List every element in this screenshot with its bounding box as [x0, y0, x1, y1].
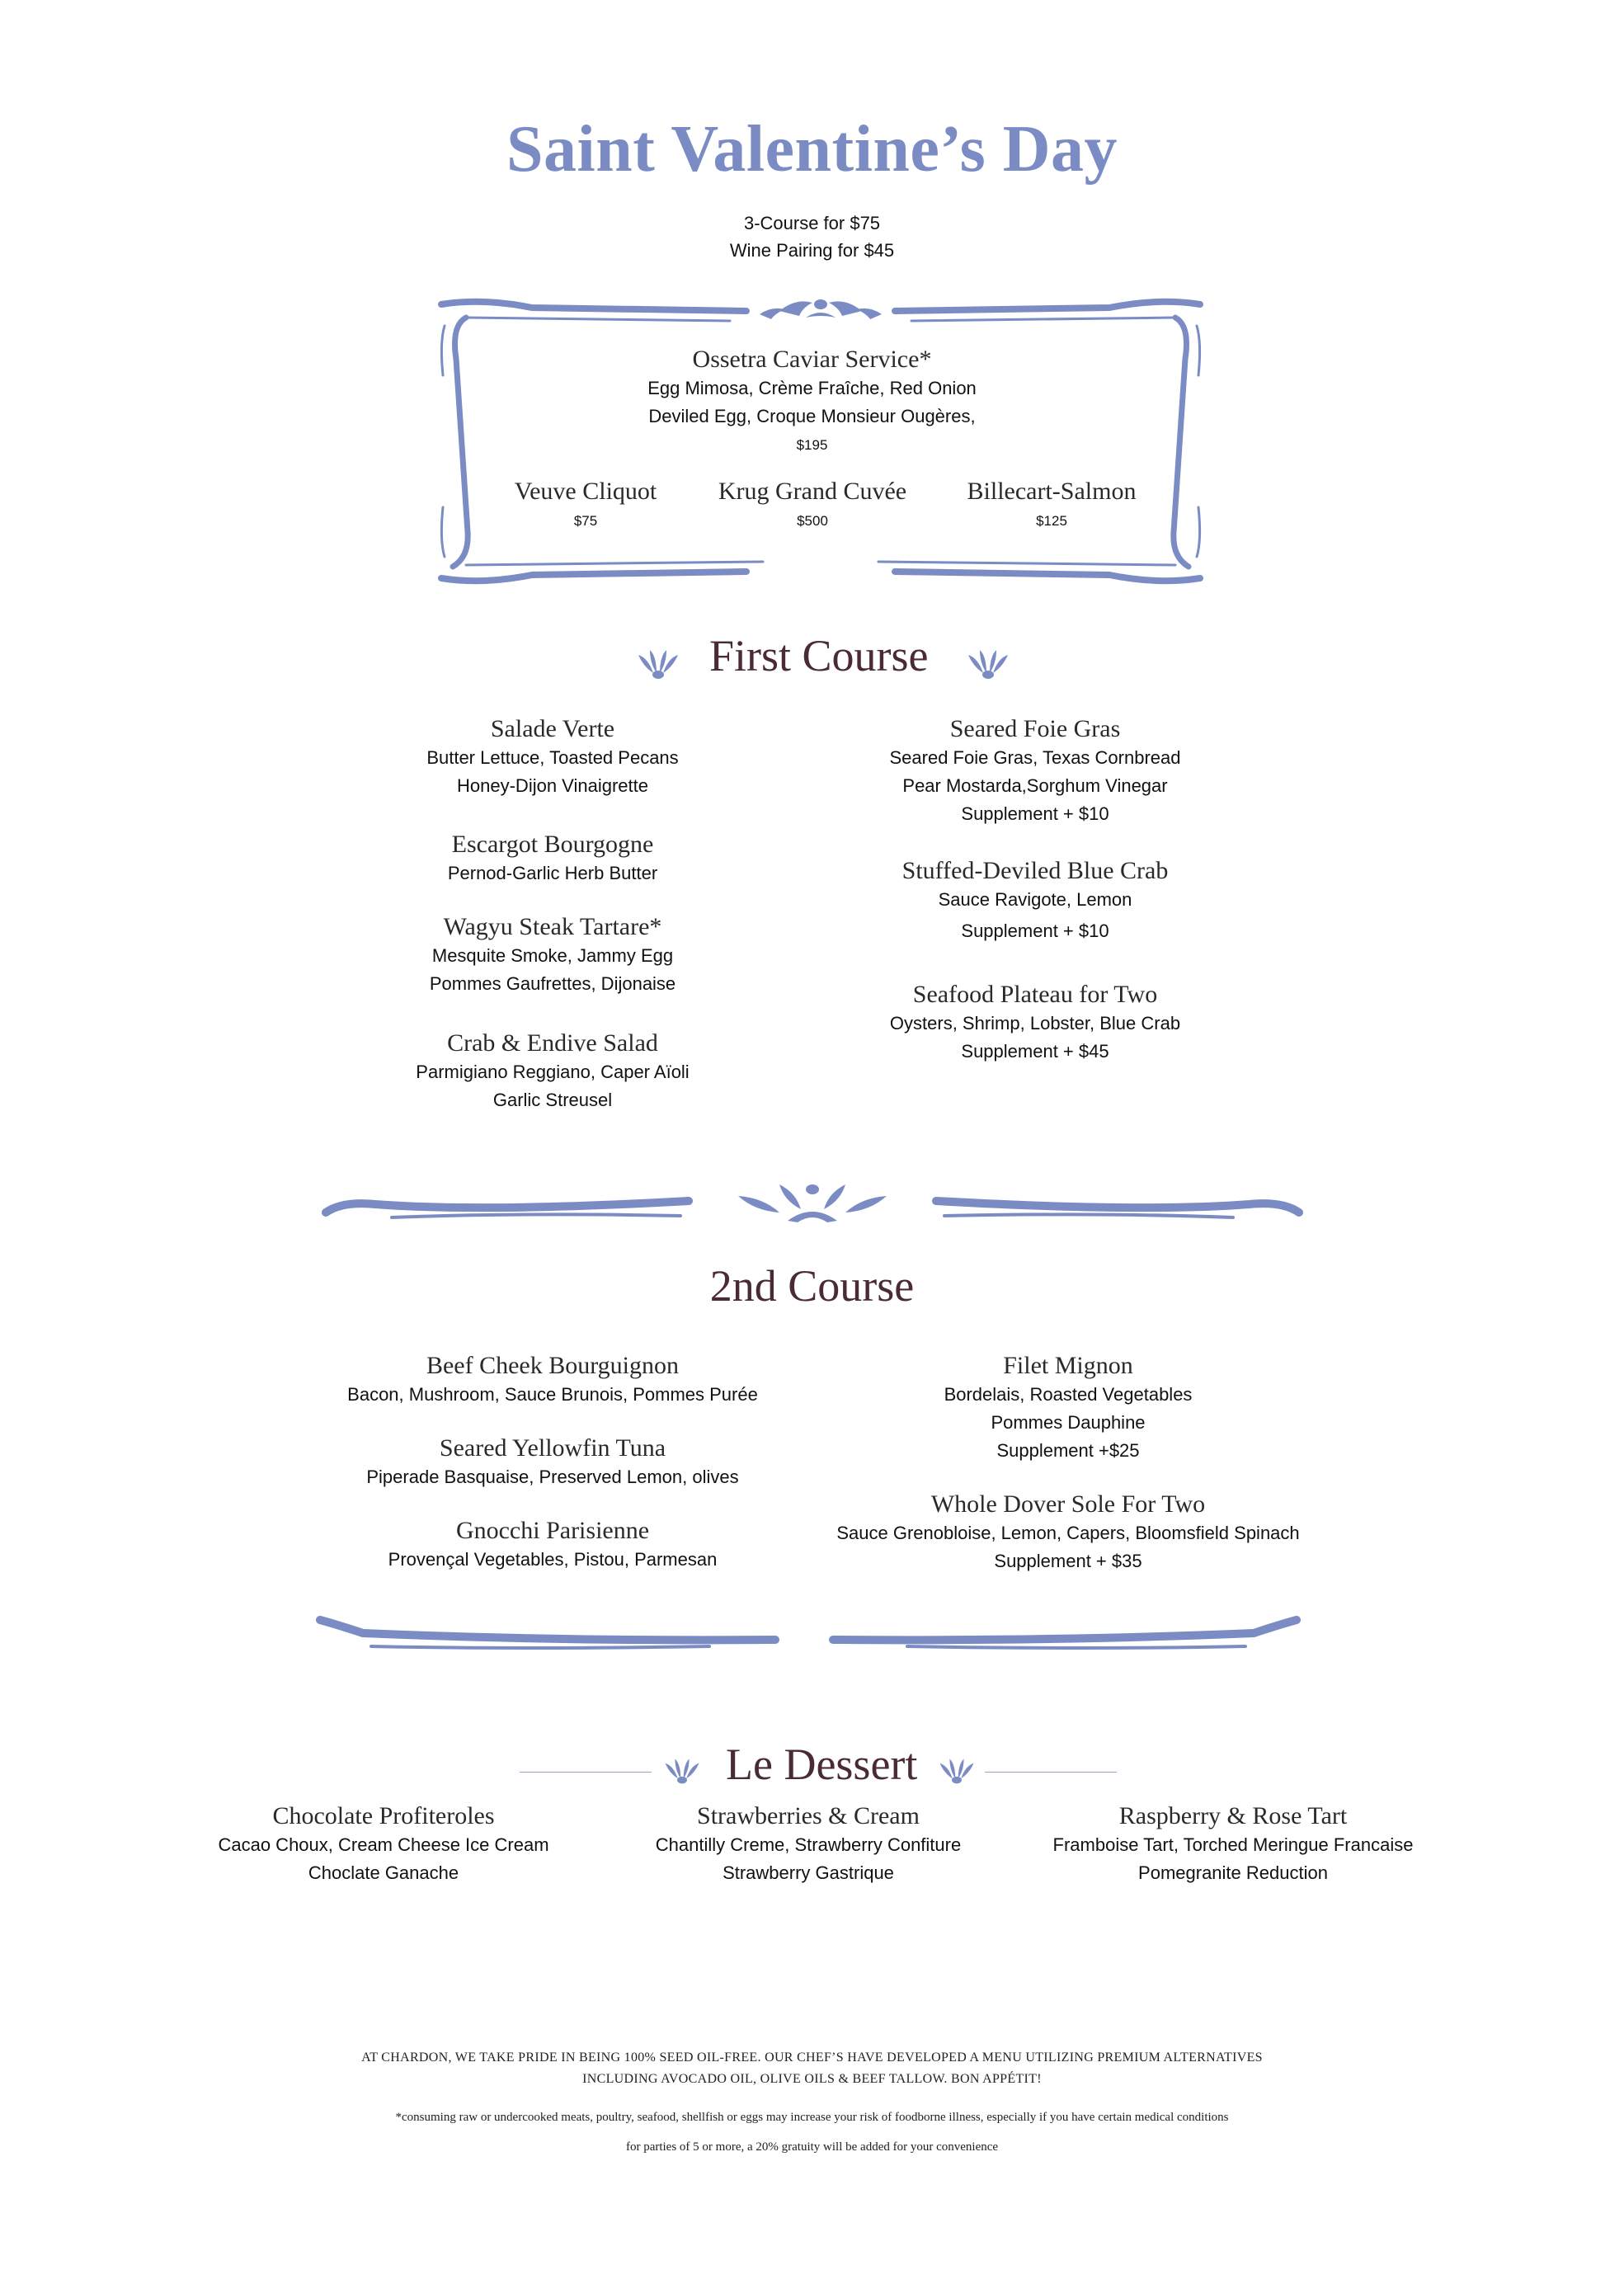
dish-desc: Honey-Dijon Vinaigrette — [457, 775, 648, 796]
dish-name: Escargot Bourgogne — [451, 831, 654, 858]
dish-desc: Pommes Gaufrettes, Dijonaise — [429, 973, 676, 994]
gratuity-note: for parties of 5 or more, a 20% gratuity will be added for your convenience — [625, 2140, 999, 2154]
champagne-price: $75 — [573, 513, 598, 529]
dish-desc: Pear Mostarda,Sorghum Vinegar — [902, 775, 1168, 796]
dish-desc: Seared Foie Gras, Texas Cornbread — [889, 747, 1181, 768]
champagne-name: Krug Grand Cuvée — [718, 478, 907, 505]
dessert-name: Strawberries & Cream — [697, 1802, 920, 1829]
raw-food-warning: *consuming raw or undercooked meats, poultry, seafood, shellfish or eggs may increase your risk of foodborne illness, especially if you have certain medical conditions — [395, 2111, 1229, 2124]
fleur-ornament-icon — [662, 1757, 702, 1785]
flourish-divider-icon — [313, 1608, 1303, 1658]
caviar-service-name: Ossetra Caviar Service* — [692, 346, 932, 373]
dish-name: Seared Foie Gras — [949, 715, 1121, 742]
seed-oil-statement: AT CHARDON, WE TAKE PRIDE IN BEING 100% SEED OIL-FREE. OUR CHEF’S HAVE DEVELOPED A MENU UTILIZING PREMIUM ALTERNATIVES — [361, 2051, 1263, 2065]
dish-desc: Sauce Grenobloise, Lemon, Capers, Bloomsfield Spinach — [836, 1523, 1300, 1543]
dish-supplement: Supplement + $45 — [961, 1041, 1109, 1062]
champagne-name: Veuve Cliquot — [514, 478, 657, 505]
dish-supplement: Supplement + $10 — [961, 920, 1109, 941]
course-price: 3-Course for $75 — [743, 213, 881, 233]
dish-desc: Garlic Streusel — [492, 1090, 613, 1110]
dish-desc: Oysters, Shrimp, Lobster, Blue Crab — [889, 1013, 1181, 1033]
champagne-name: Billecart-Salmon — [967, 478, 1137, 505]
dish-supplement: Supplement + $10 — [961, 803, 1109, 824]
dish-name: Seafood Plateau for Two — [912, 981, 1158, 1008]
fleur-ornament-icon — [965, 648, 1011, 680]
dish-supplement: Supplement + $35 — [994, 1551, 1142, 1571]
dish-name: Stuffed-Deviled Blue Crab — [901, 857, 1169, 884]
champagne-price: $125 — [1036, 513, 1067, 529]
dish-desc: Pommes Dauphine — [991, 1412, 1146, 1433]
dish-desc: Bacon, Mushroom, Sauce Brunois, Pommes Purée — [347, 1384, 758, 1405]
fleur-ornament-icon — [937, 1757, 977, 1785]
dessert-desc: Framboise Tart, Torched Meringue Francaise — [1052, 1834, 1414, 1855]
caviar-service-desc: Deviled Egg, Croque Monsieur Ougères, — [648, 406, 976, 426]
first-course-title: First Course — [709, 631, 929, 680]
wine-pairing-price: Wine Pairing for $45 — [729, 240, 895, 261]
dessert-desc: Strawberry Gastrique — [723, 1862, 894, 1883]
dish-name: Salade Verte — [490, 715, 615, 742]
dessert-desc: Cacao Choux, Cream Cheese Ice Cream — [218, 1834, 549, 1855]
second-course-title: 2nd Course — [709, 1261, 915, 1311]
dish-name: Whole Dover Sole For Two — [930, 1490, 1206, 1518]
flourish-divider-icon — [318, 1179, 1307, 1236]
dish-desc: Parmigiano Reggiano, Caper Aïoli — [416, 1062, 690, 1082]
dessert-title: Le Dessert — [726, 1740, 918, 1789]
menu-title: Saint Valentine’s Day — [506, 113, 1118, 186]
divider-line — [520, 1772, 652, 1773]
dish-name: Beef Cheek Bourguignon — [426, 1352, 680, 1379]
seed-oil-statement: INCLUDING AVOCADO OIL, OLIVE OILS & BEEF TALLOW. BON APPÉTIT! — [582, 2072, 1042, 2086]
dish-name: Filet Mignon — [1003, 1352, 1133, 1379]
dish-desc: Piperade Basquaise, Preserved Lemon, olives — [366, 1467, 739, 1487]
champagne-price: $500 — [797, 513, 828, 529]
caviar-service-price: $195 — [796, 437, 828, 453]
dessert-desc: Chantilly Creme, Strawberry Confiture — [655, 1834, 962, 1855]
dish-name: Seared Yellowfin Tuna — [439, 1434, 666, 1462]
dish-desc: Provençal Vegetables, Pistou, Parmesan — [388, 1549, 718, 1570]
dessert-desc: Pomegranite Reduction — [1138, 1862, 1328, 1883]
divider-line — [985, 1772, 1117, 1773]
dish-supplement: Supplement +$25 — [996, 1440, 1140, 1461]
dish-desc: Sauce Ravigote, Lemon — [938, 889, 1132, 910]
dessert-desc: Choclate Ganache — [308, 1862, 459, 1883]
dish-desc: Butter Lettuce, Toasted Pecans — [426, 747, 679, 768]
dessert-name: Chocolate Profiteroles — [272, 1802, 495, 1829]
dish-name: Gnocchi Parisienne — [455, 1517, 650, 1544]
dessert-name: Raspberry & Rose Tart — [1118, 1802, 1348, 1829]
dish-name: Wagyu Steak Tartare* — [443, 913, 662, 940]
caviar-service-desc: Egg Mimosa, Crème Fraîche, Red Onion — [647, 378, 977, 398]
dish-desc: Pernod-Garlic Herb Butter — [447, 863, 658, 883]
dish-desc: Mesquite Smoke, Jammy Egg — [431, 945, 674, 966]
fleur-ornament-icon — [635, 648, 681, 680]
dish-desc: Bordelais, Roasted Vegetables — [944, 1384, 1193, 1405]
dish-name: Crab & Endive Salad — [447, 1029, 658, 1057]
